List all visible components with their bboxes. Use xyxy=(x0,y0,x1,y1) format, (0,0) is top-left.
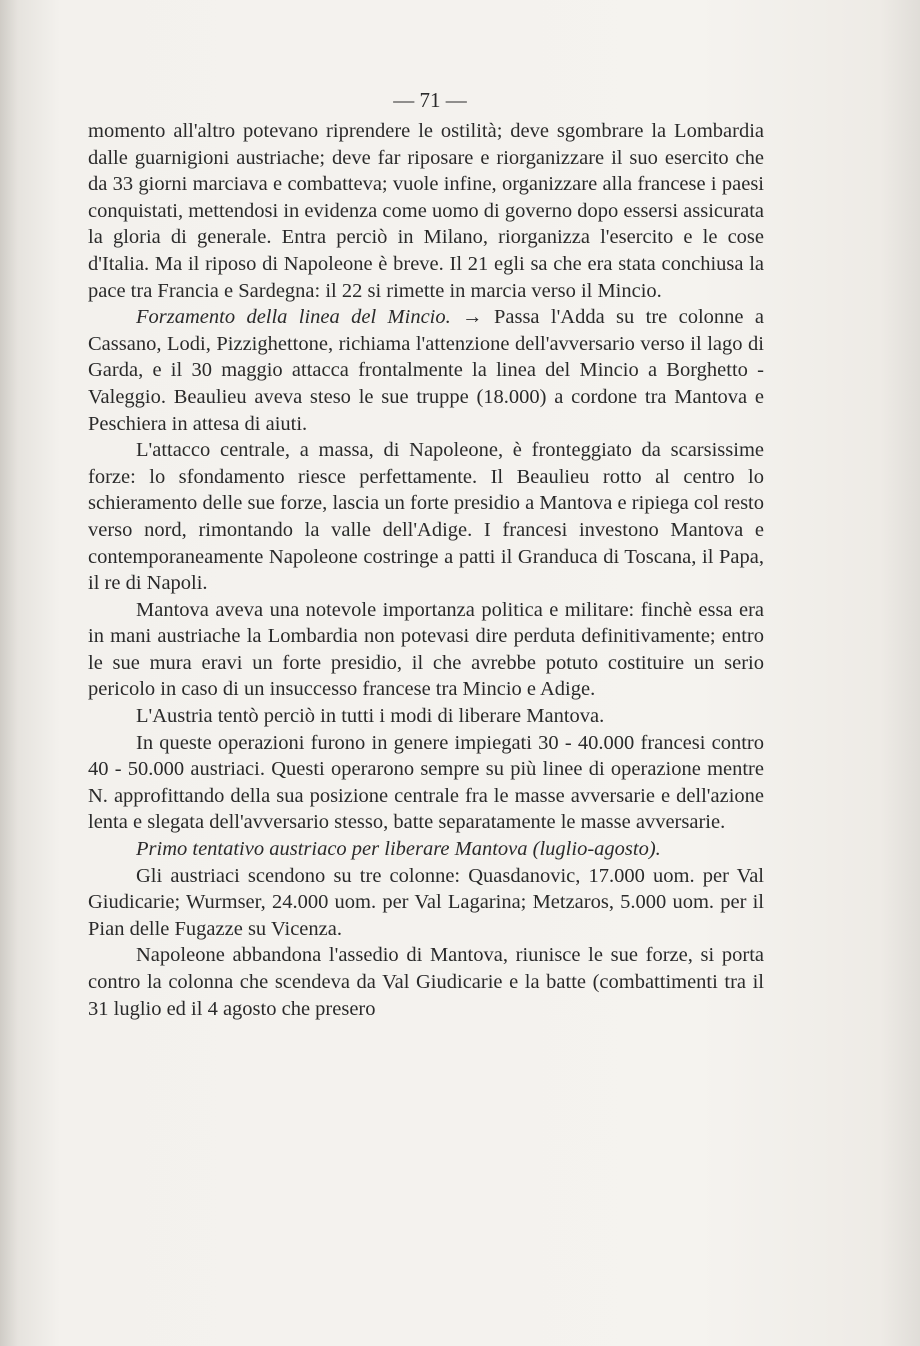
body-text xyxy=(88,118,764,1022)
paragraph-7 xyxy=(88,836,764,863)
text-run: L'Austria tentò perciò in tutti i modi di liberare Mantova. xyxy=(136,705,605,728)
paragraph-5 xyxy=(88,703,764,730)
text-run: Napoleone abbandona l'assedio di Mantova, riunisce le sue forze, si porta contro la colonna che scendeva da Val Giudicarie e la batte (combattimenti tra il 31 luglio ed il 4 agosto che presero xyxy=(88,944,764,1020)
paragraph-9 xyxy=(88,942,764,1022)
text-run: In queste operazioni furono in genere impiegati 30 - 40.000 francesi contro 40 - 50.000 austriaci. Questi operarono sempre su più linee di operazione mentre N. approfittando della sua posizione centrale fra le masse avversarie e dell'azione lenta e slegata dell'avversario stesso, batte separatamente le masse avversarie. xyxy=(88,731,764,834)
paragraph-4 xyxy=(88,597,764,703)
text-run: → Passa l'Adda su tre colonne a Cassano, Lodi, Pizzighettone, richiama l'attenzione dell'avversario verso il lago di Garda, e il 30 maggio attacca frontalmente la linea del Mincio a Borghetto - Valeggio. Beaulieu aveva steso le sue truppe (18.000) a cordone tra Mantova e Peschiera in attesa di aiuti. xyxy=(88,306,764,435)
page-number: — 71 — xyxy=(393,88,467,112)
section-heading: Primo tentativo austriaco per liberare Mantova (luglio-agosto). xyxy=(136,838,661,861)
paragraph-6 xyxy=(88,730,764,836)
paragraph-8 xyxy=(88,863,764,943)
paragraph-1 xyxy=(88,118,764,304)
paragraph-3 xyxy=(88,437,764,597)
text-run: momento all'altro potevano riprendere le ostilità; deve sgombrare la Lombardia dalle guarnigioni austriache; deve far riposare e riorganizzare il suo esercito che da 33 giorni marciava e combatteva; vuole infine, organizzare alla francese i paesi conquistati, mettendosi in evidenza come uomo di governo dopo essersi assicurata la gloria di generale. Entra perciò in Milano, riorganizza l'esercito e le cose d'Italia. Ma il riposo di Napoleone è breve. Il 21 egli sa che era stata conchiusa la pace tra Francia e Sardegna: il 22 si rimette in marcia verso il Mincio. xyxy=(88,120,764,302)
paragraph-2 xyxy=(88,304,764,437)
section-heading-inline: Forzamento della linea del Mincio. xyxy=(136,306,451,329)
text-run: Gli austriaci scendono su tre colonne: Quasdanovic, 17.000 uom. per Val Giudicarie; Wurmser, 24.000 uom. per Val Lagarina; Metzaros, 5.000 uom. per il Pian delle Fugazze su Vicenza. xyxy=(88,864,764,940)
text-run: Mantova aveva una notevole importanza politica e militare: finchè essa era in mani austriache la Lombardia non potevasi dire perduta definitivamente; entro le sue mura eravi un forte presidio, il che avrebbe potuto costituire un serio pericolo in caso di un insuccesso francese tra Mincio e Adige. xyxy=(88,598,764,701)
text-run: L'attacco centrale, a massa, di Napoleone, è fronteggiato da scarsissime forze: lo sfondamento riesce perfettamente. Il Beaulieu rotto al centro lo schieramento delle sue forze, lascia un forte presidio a Mantova e ripiega col resto verso nord, rimontando la valle dell'Adige. I francesi investono Mantova e contemporaneamente Napoleone costringe a patti il Granduca di Toscana, il Papa, il re di Napoli. xyxy=(88,439,764,595)
